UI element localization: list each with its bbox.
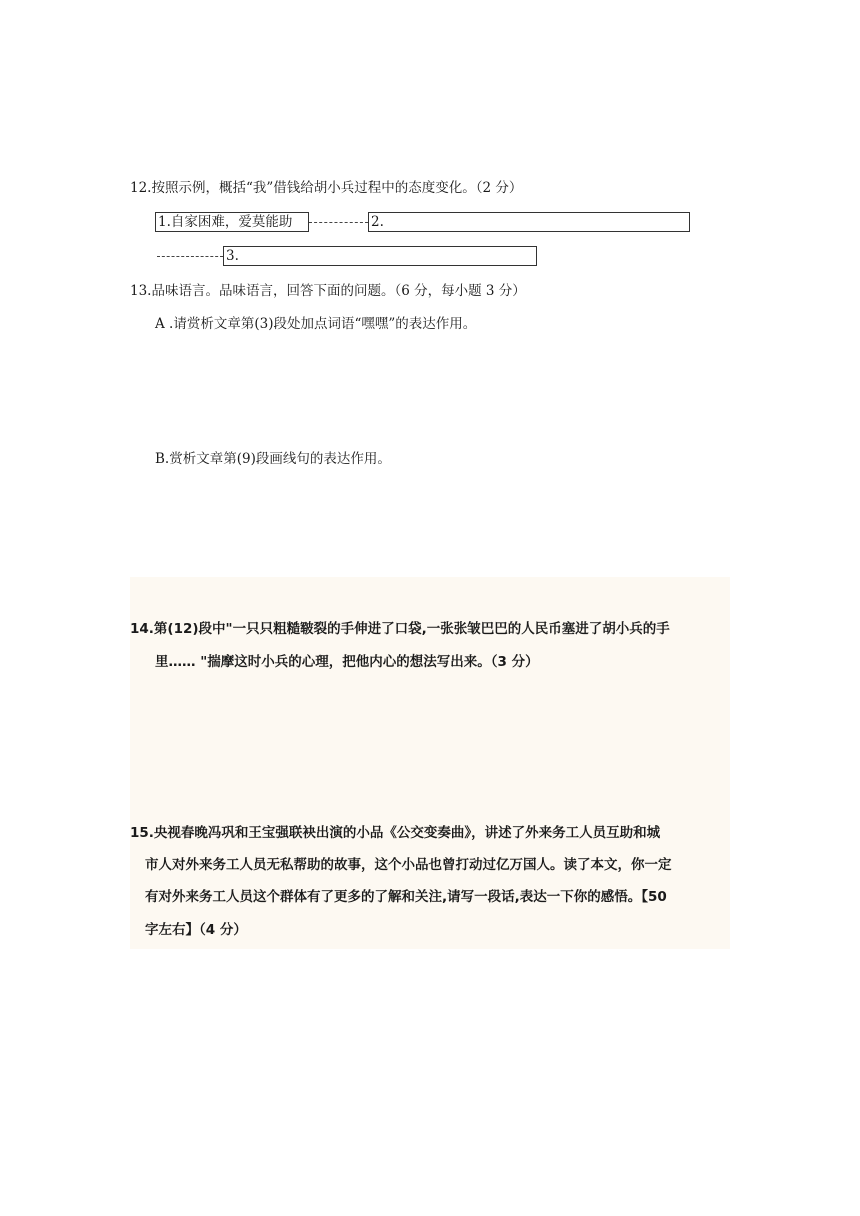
q14-shaded-area [130,577,730,807]
q15-line-4: 字左右】（4 分） [145,922,247,938]
q15-line-3: 有对外来务工人员这个群体有了更多的了解和关注,请写一段话,表达一下你的感悟。【50 [145,889,667,905]
q12-connector-1 [309,222,368,223]
q12-connector-2 [157,256,223,257]
q14-line-1: 14.第(12)段中"一只只粗糙皲裂的手伸进了口袋,一张张皱巴巴的人民币塞进了胡小兵的手 [130,621,670,637]
q12-answer-box-2[interactable]: 2. [368,212,690,232]
q14-line-2: 里…… "揣摩这时小兵的心理，把他内心的想法写出来。（3 分） [155,654,539,670]
q13-question: 13.品味语言。品味语言，回答下面的问题。（6 分，每小题 3 分） [130,283,526,299]
q13-part-a: A .请赏析文章第(3)段处加点词语“嘿嘿”的表达作用。 [155,316,477,332]
q12-answer-box-1: 1.自家困难，爱莫能助 [155,212,309,232]
q15-line-1: 15.央视春晚冯巩和王宝强联袂出演的小品《公交变奏曲》，讲述了外来务工人员互助和城 [130,825,661,841]
q13-part-b: B.赏析文章第(9)段画线句的表达作用。 [155,451,391,467]
q15-line-2: 市人对外来务工人员无私帮助的故事，这个小品也曾打动过亿万国人。读了本文，你一定 [145,857,672,873]
q12-question: 12.按照示例，概括“我”借钱给胡小兵过程中的态度变化。（2 分） [130,180,523,196]
q12-answer-box-3[interactable]: 3. [223,246,537,266]
